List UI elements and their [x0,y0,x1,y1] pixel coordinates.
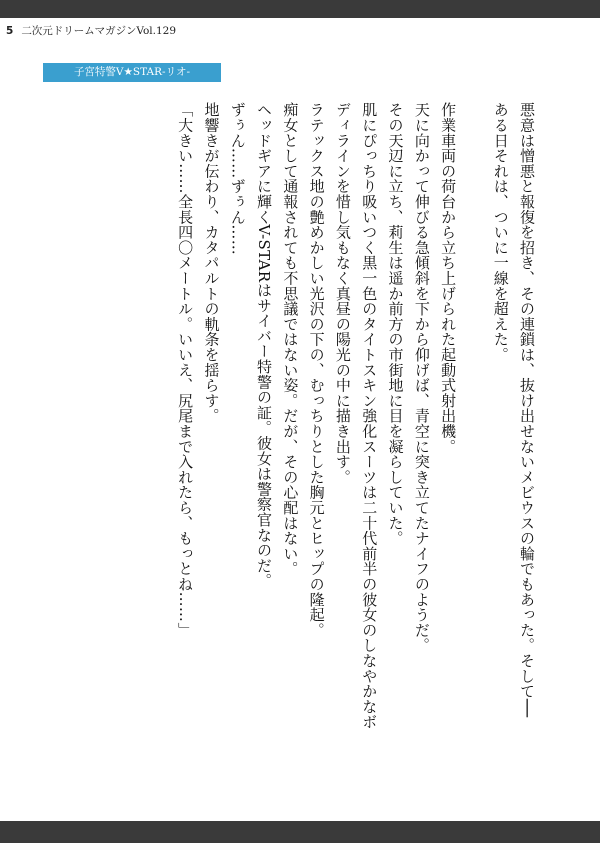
magazine-title: 二次元ドリームマガジンVol.129 [21,25,177,37]
running-header [6,23,176,38]
blank-line [461,102,487,732]
paragraph: 地響きが伝わり、カタパルトの軌条を揺らす。 [202,102,221,424]
paragraph: その天辺に立ち、莉生は遥か前方の市街地に目を凝らしていた。 [386,102,405,546]
paragraph: ヘッドギアに輝くV-STARはサイバー特警の証。彼女は警察官なのだ。 [255,102,274,589]
paragraph: 痴女として通報されても不思議ではない姿。だが、その心配はない。 [281,102,300,577]
paragraph: 作業車両の荷台から立ち上げられた起動式射出機。 [439,102,458,454]
viewer-top-bar [0,0,600,18]
document-page [0,18,600,821]
page-number: 5 [6,25,14,37]
paragraph: 悪意は憎悪と報復を招き、その連鎖は、抜け出せないメビウスの輪でもあった。そして── [518,102,536,718]
paragraph: ある日それは、ついに一線を超えた。 [491,102,510,363]
paragraph: 天に向かって伸びる急傾斜を下から仰げば、青空に突き立てたナイフのようだ。 [412,102,431,653]
paragraph: 肌にぴっちり吸いつく黒一色のタイトスキン強化スーツは二十代前半の彼女のしなやかなボディラインを惜し気もなく真昼の陽光の中に描き出す。 [333,102,379,730]
paragraph: 「大きい……全長四〇メートル。いいえ、尻尾まで入れたら、もっとね……」 [176,102,195,638]
paragraph: ずぅん……ずぅん…… [228,102,247,255]
viewer-bottom-bar [0,821,600,843]
chapter-title-banner: 子宮特警V★STAR-リオ- [43,63,221,82]
body-text [68,102,540,732]
paragraph: ラテックス地の艶めかしい光沢の下の、むっちりとした胸元とヒップの隆起。 [307,102,326,638]
